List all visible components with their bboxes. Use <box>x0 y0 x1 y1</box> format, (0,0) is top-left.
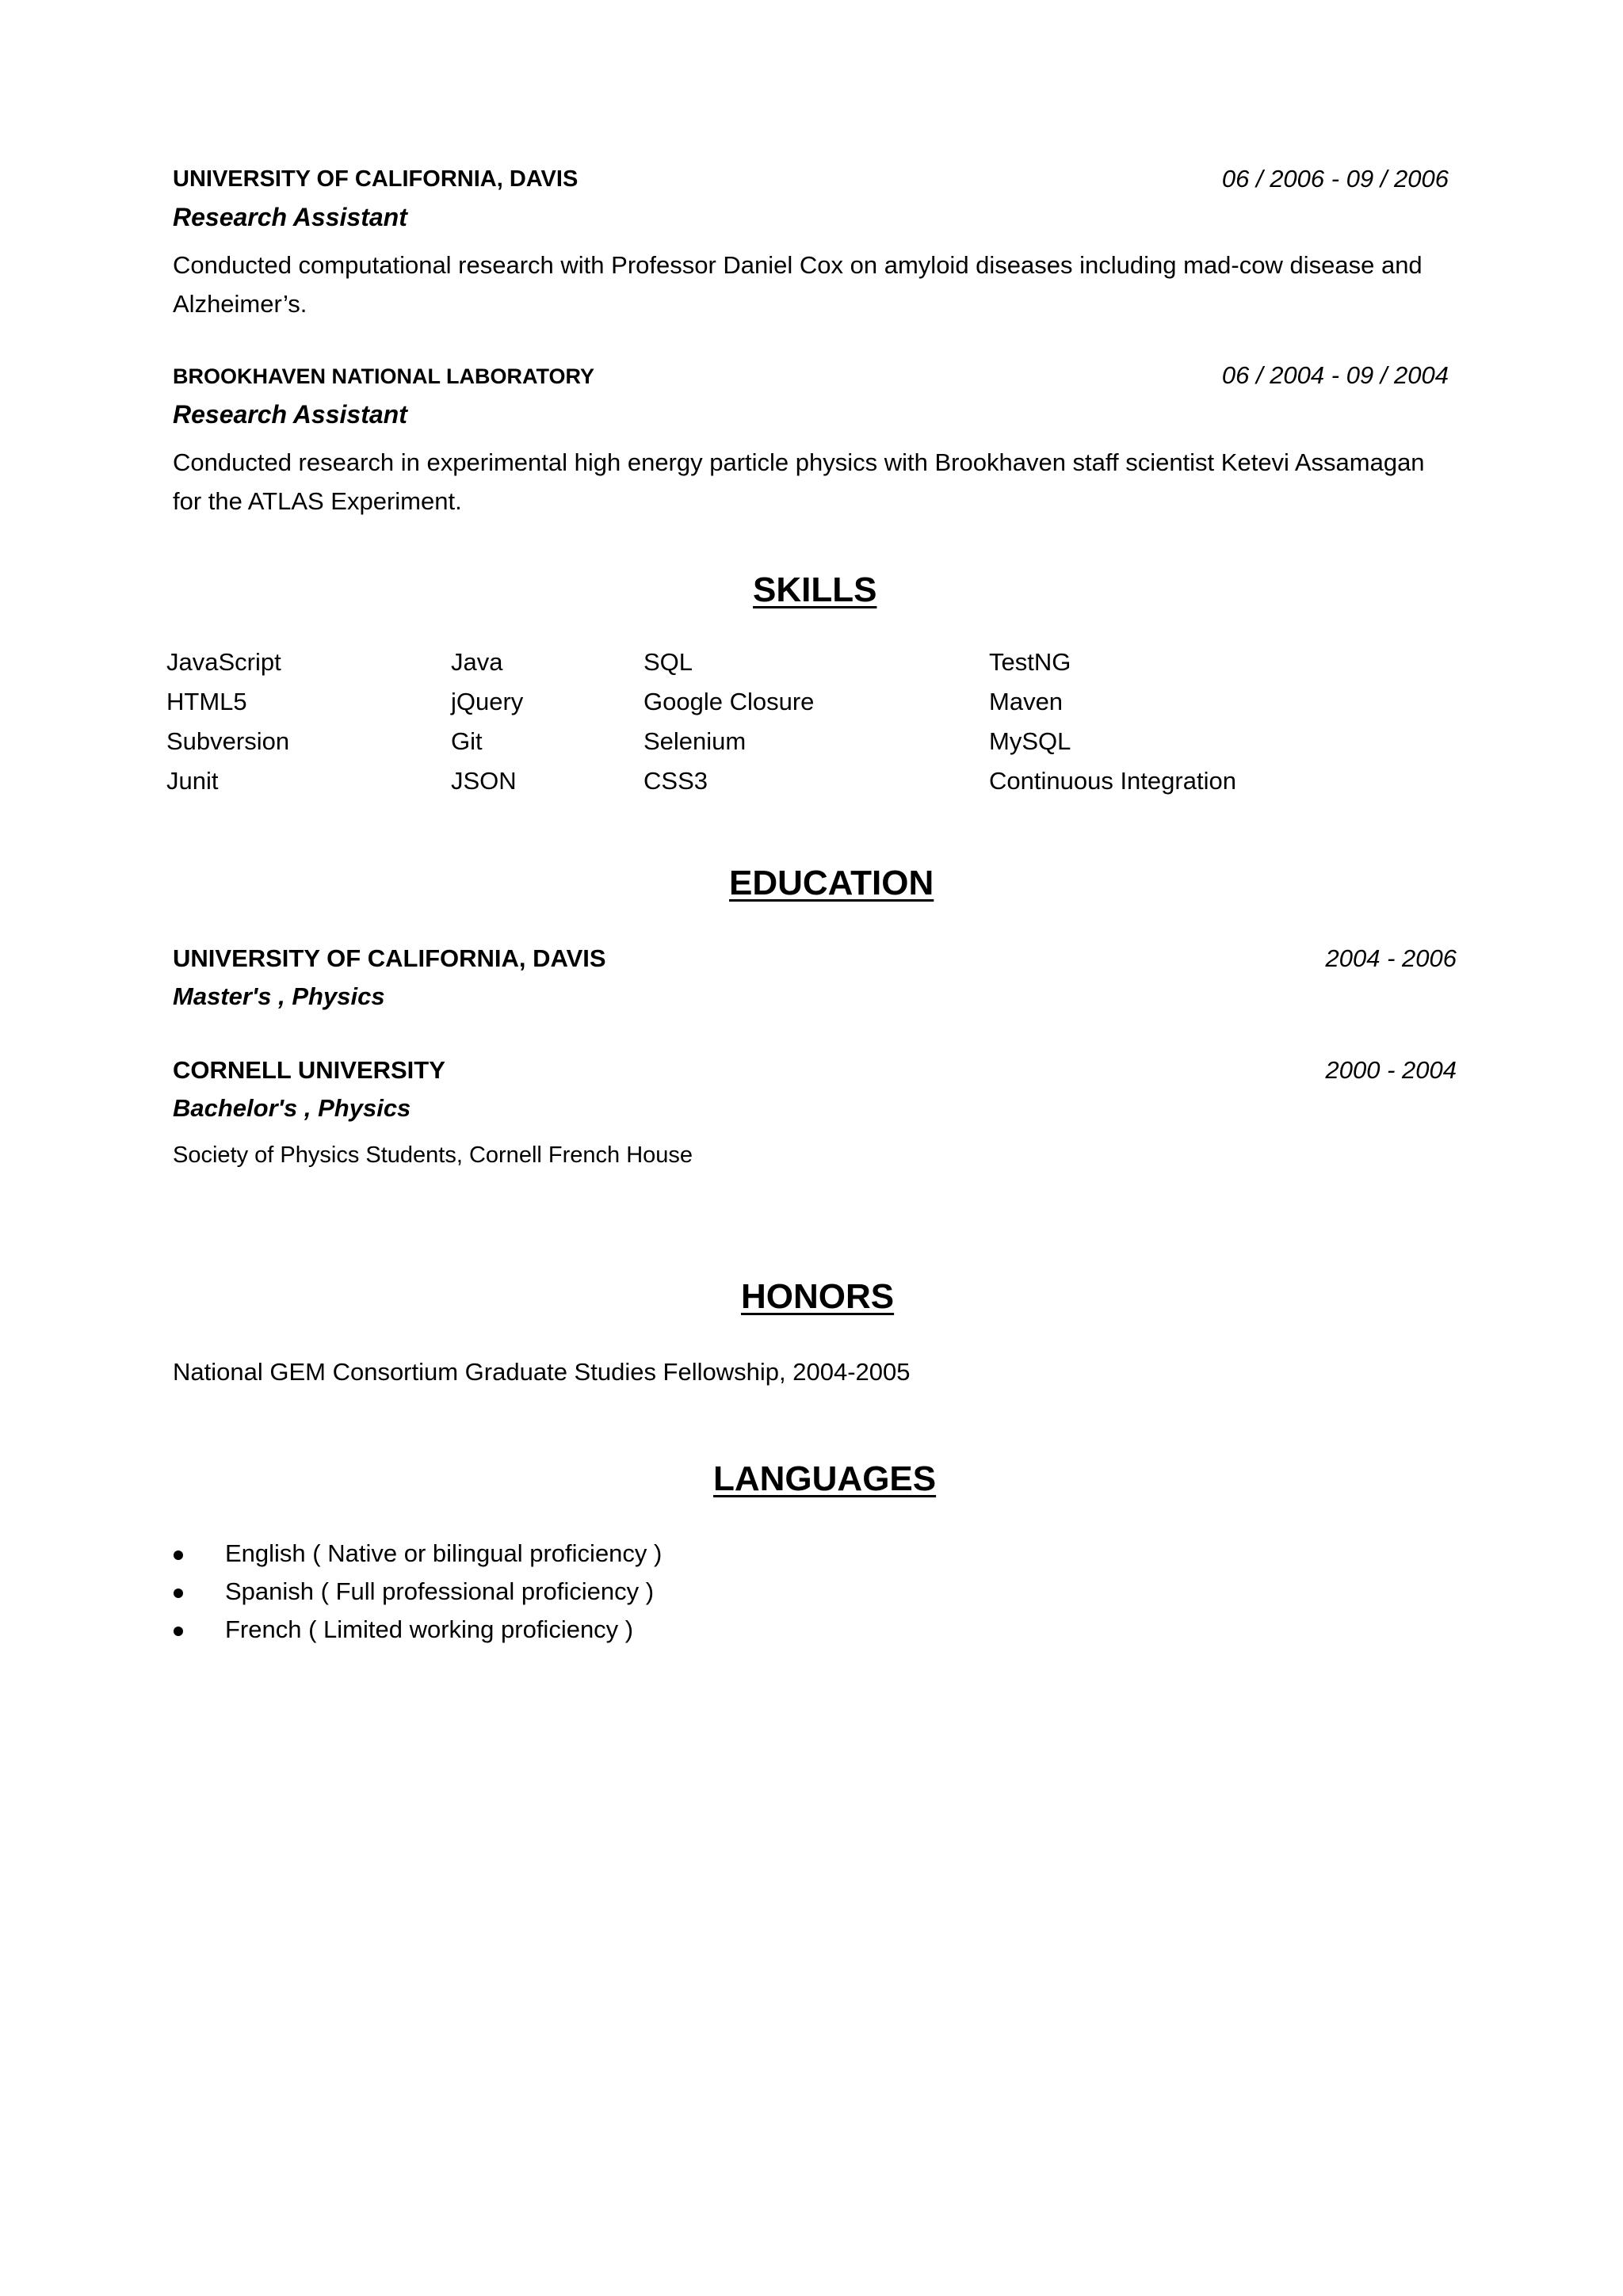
experience-dates: 06 / 2006 - 09 / 2006 <box>1221 165 1449 193</box>
experience-description: Conducted research in experimental high energy particle physics with Brookhaven staff scientist Ketevi Assamagan for the ATLAS Experiment. <box>173 448 1425 515</box>
bullet-icon <box>174 1589 183 1598</box>
honor-item: National GEM Consortium Graduate Studies Fellowship, 2004-2005 <box>173 1358 911 1386</box>
skill-item: MySQL <box>989 727 1071 755</box>
bullet-icon <box>174 1550 183 1560</box>
skill-item: Continuous Integration <box>989 767 1236 795</box>
skill-item: Git <box>451 727 483 755</box>
language-item: English ( Native or bilingual proficiency ) <box>225 1539 663 1567</box>
education-note: Society of Physics Students, Cornell French House <box>173 1142 693 1168</box>
education-degree: Bachelor's , Physics <box>173 1094 411 1122</box>
bullet-icon <box>174 1627 183 1636</box>
skill-item: HTML5 <box>166 688 247 715</box>
education-org: CORNELL UNIVERSITY <box>173 1056 445 1084</box>
language-item: French ( Limited working proficiency ) <box>225 1615 634 1643</box>
education-dates: 2000 - 2004 <box>1325 1056 1457 1084</box>
skill-item: Maven <box>989 688 1064 715</box>
experience-description: Conducted computational research with Professor Daniel Cox on amyloid diseases including mad-cow disease and Alzheimer’s. <box>173 251 1423 318</box>
education-heading: EDUCATION <box>729 864 934 902</box>
languages-heading: LANGUAGES <box>713 1459 937 1498</box>
education-dates: 2004 - 2006 <box>1325 944 1457 972</box>
experience-role: Research Assistant <box>173 400 407 429</box>
experience-org: BROOKHAVEN NATIONAL LABORATORY <box>173 364 594 388</box>
experience-role: Research Assistant <box>173 203 407 231</box>
honors-heading: HONORS <box>741 1277 895 1316</box>
skill-item: JSON <box>451 767 517 795</box>
education-org: UNIVERSITY OF CALIFORNIA, DAVIS <box>173 944 606 972</box>
skill-item: Subversion <box>166 727 290 755</box>
skill-item: TestNG <box>989 648 1071 676</box>
skill-item: jQuery <box>451 688 524 715</box>
experience-org: UNIVERSITY OF CALIFORNIA, DAVIS <box>173 166 579 192</box>
skill-item: Junit <box>166 767 219 795</box>
education-degree: Master's , Physics <box>173 982 385 1010</box>
skill-item: CSS3 <box>643 767 708 795</box>
skill-item: JavaScript <box>166 648 281 676</box>
skill-item: Selenium <box>643 727 747 755</box>
skill-item: Java <box>451 648 503 676</box>
skill-item: SQL <box>643 648 693 676</box>
language-item: Spanish ( Full professional proficiency ) <box>225 1577 655 1605</box>
skill-item: Google Closure <box>643 688 815 715</box>
experience-dates: 06 / 2004 - 09 / 2004 <box>1221 361 1449 389</box>
skills-heading: SKILLS <box>753 570 877 609</box>
